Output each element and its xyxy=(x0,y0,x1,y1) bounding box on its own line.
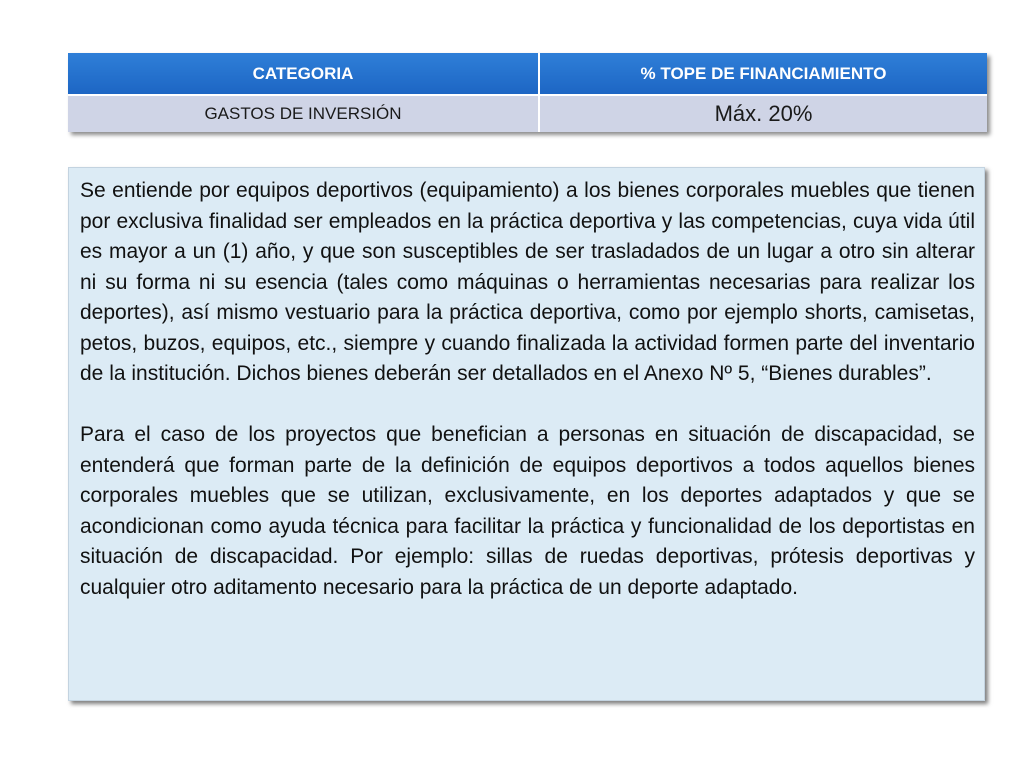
definition-text-box xyxy=(68,167,985,701)
header-financing-percent: % TOPE DE FINANCIAMIENTO xyxy=(539,53,987,95)
paragraph-equipment-definition: Se entiende por equipos deportivos (equipamiento) a los bienes corporales muebles que tienen por exclusiva finalidad ser empleados en la práctica deportiva y las competencias, cuya vida útil es mayor a un (1) año, y que son susceptibles de ser trasladados de un lugar a otro sin alterar ni su forma ni su esencia (tales como máquinas o herramientas necesarias para realizar los deportes), así mismo vestuario para la práctica deportiva, como por ejemplo shorts, camisetas, petos, buzos, equipos, etc., siempre y cuando finalizada la actividad formen parte del inventario de la institución. Dichos bienes deberán ser detallados en el Anexo Nº 5, “Bienes durables”. xyxy=(80,179,975,385)
paragraph-disability-adaptation: Para el caso de los proyectos que benefician a personas en situación de discapacidad, se entenderá que forman parte de la definición de equipos deportivos a todos aquellos bienes corporales muebles que se utilizan, exclusivamente, en los deportes adaptados y que se acondicionan como ayuda técnica para facilitar la práctica y funcionalidad de los deportistas en situación de discapacidad. Por ejemplo: sillas de ruedas deportivas, prótesis deportivas y cualquier otro aditamento necesario para la práctica de un deporte adaptado. xyxy=(80,423,975,599)
header-category: CATEGORIA xyxy=(68,53,539,95)
cell-financing-percent: Máx. 20% xyxy=(539,95,987,132)
cell-category: GASTOS DE INVERSIÓN xyxy=(68,95,539,132)
table-row xyxy=(68,95,987,132)
table-header-row xyxy=(68,53,987,95)
financing-table xyxy=(68,53,987,132)
